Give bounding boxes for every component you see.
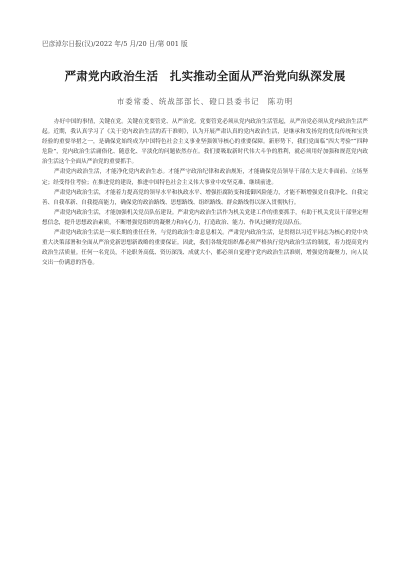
article-paragraph: 严肃党内政治生活是一项长期的重任任务，与党的政治生命息息相关。严肃党内政治生活，是贯彻以习近平同志为核心的党中央重大决策部署和全面从严治党新思想新战略的重要保证。因此，我们各级党组织都必须严格执行党内政治生活的制度，着力提高党内政治生活质量。任何一名党员，不论职务高低、资历深浅、成就大小，都必须自觉遵守党内政治生活准则，增强党的凝聚力，向人民交出一份满意的答卷。: [42, 230, 368, 267]
article-paragraph: 严肃党内政治生活，才能加强机关党员队伍建设。严肃党内政治生活作为机关党建工作的重要抓手，有助于机关党员干部坚定理想信念，提升思想政治素质，不断增强党组织的凝聚力和向心力，打造政治、能力、作风过硬的党员队伍。: [42, 209, 368, 226]
article-title: 严肃党内政治生活 扎实推动全面从严治党向纵深发展: [64, 69, 346, 83]
article-paragraph: 严肃党内政治生活，才能净化党内政治生态。才能严守政治纪律和政治规矩，才能确保党员领导干部在大是大非面前、立场坚定；经受得住考验；在推进党的建设，推进中国特色社会主义伟大事业中攻坚克难、继续前进。: [42, 169, 368, 186]
article-byline: 市委常委、统战部部长、磴口县委书记 陈功明: [116, 97, 294, 106]
article-paragraph: 办好中国的事情，关键在党。关键在党要管党、从严治党。党要管党必须从党内政治生活管起，从严治党必须从党内政治生活严起。近期，我认真学习了《关于党内政治生活的若干准则》，认为开展严肃认真的党内政治生活，是继承和发扬党的优良传统和宝贵经验的重要举措之一，是确保党始终成为中国特色社会主义事业坚强领导核心的重要保障。新形势下，我们党面临“四大考验”“四种危险”，党内政治生活庸俗化、随意化、平淡化的问题依然存在。我们要吸取新时代伟大斗争的胜利，就必须用好加强和规范党内政治生活这个全面从严治党的重要抓手。: [42, 119, 368, 166]
article-paragraph: 严肃党内政治生活，才能着力提高党的领导水平和执政水平、增强拒腐防变和抵御风险能力，才能不断增强党自我净化、自我完善、自我革新、自我提高能力，确保党的政治路线、思想路线、组织路线、群众路线得以深入贯彻执行。: [42, 189, 368, 206]
source-line: 巴彦淖尔日报(汉)/2022 年/5 月/20 日/第 001 版: [42, 40, 188, 48]
article-body: [42, 117, 368, 268]
